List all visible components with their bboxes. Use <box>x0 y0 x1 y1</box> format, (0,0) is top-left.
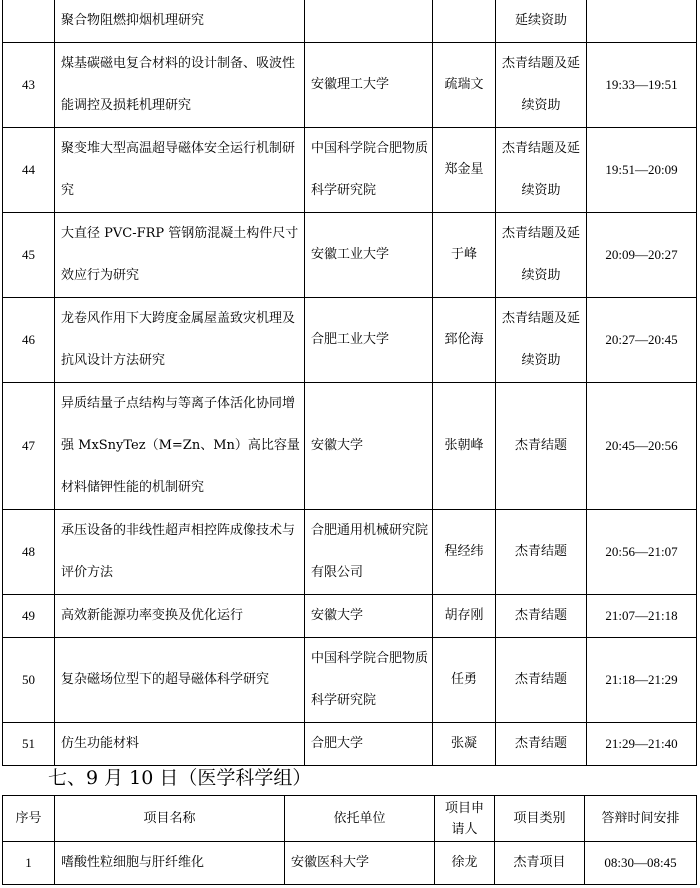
row-unit: 安徽工业大学 <box>305 213 433 298</box>
table-row <box>3 638 697 723</box>
row-applicant: 徐龙 <box>435 842 495 885</box>
row-unit: 合肥工业大学 <box>305 298 433 383</box>
row-category: 杰青结题 <box>496 638 587 723</box>
row-applicant: 程经纬 <box>433 510 496 595</box>
row-applicant: 郑金星 <box>433 128 496 213</box>
row-no: 47 <box>3 383 55 510</box>
row-title: 异质结量子点结构与等离子体活化协同增强 MxSnyTez（M=Zn、Mn）高比容量材料储钾性能的机制研究 <box>55 383 305 510</box>
row-no: 46 <box>3 298 55 383</box>
row-title: 仿生功能材料 <box>55 723 305 766</box>
section-title: 七、9 月 10 日（医学科学组） <box>48 767 312 789</box>
row-time: 21:18—21:29 <box>587 638 697 723</box>
row-category: 杰青结题 <box>496 383 587 510</box>
header-no: 序号 <box>3 796 55 842</box>
row-no: 44 <box>3 128 55 213</box>
row-no: 48 <box>3 510 55 595</box>
row-no: 51 <box>3 723 55 766</box>
row-time <box>587 0 697 43</box>
row-unit: 合肥通用机械研究院有限公司 <box>305 510 433 595</box>
row-title: 嗜酸性粒细胞与肝纤维化 <box>55 842 285 885</box>
row-time: 19:33—19:51 <box>587 43 697 128</box>
row-unit: 中国科学院合肥物质科学研究院 <box>305 128 433 213</box>
row-title: 承压设备的非线性超声相控阵成像技术与评价方法 <box>55 510 305 595</box>
row-unit: 安徽医科大学 <box>285 842 435 885</box>
row-title: 龙卷风作用下大跨度金属屋盖致灾机理及抗风设计方法研究 <box>55 298 305 383</box>
row-unit: 安徽大学 <box>305 595 433 638</box>
row-applicant: 任勇 <box>433 638 496 723</box>
row-category: 杰青项目 <box>495 842 585 885</box>
row-time: 08:30—08:45 <box>585 842 697 885</box>
row-applicant: 于峰 <box>433 213 496 298</box>
table-row <box>3 842 697 885</box>
schedule-table-engineering <box>2 0 697 766</box>
row-unit: 合肥大学 <box>305 723 433 766</box>
row-title: 煤基碳磁电复合材料的设计制备、吸波性能调控及损耗机理研究 <box>55 43 305 128</box>
row-applicant <box>433 0 496 43</box>
row-applicant: 疏瑞文 <box>433 43 496 128</box>
row-title: 聚合物阻燃抑烟机理研究 <box>55 0 305 43</box>
row-applicant: 胡存刚 <box>433 595 496 638</box>
table-row <box>3 595 697 638</box>
row-time: 21:29—21:40 <box>587 723 697 766</box>
row-time: 20:56—21:07 <box>587 510 697 595</box>
row-time: 21:07—21:18 <box>587 595 697 638</box>
row-no: 49 <box>3 595 55 638</box>
row-time: 20:09—20:27 <box>587 213 697 298</box>
row-no: 43 <box>3 43 55 128</box>
row-no: 45 <box>3 213 55 298</box>
row-no: 50 <box>3 638 55 723</box>
row-unit: 安徽大学 <box>305 383 433 510</box>
row-category: 杰青结题及延续资助 <box>496 43 587 128</box>
header-time: 答辩时间安排 <box>585 796 697 842</box>
schedule-table-medical <box>2 795 697 885</box>
table-row <box>3 43 697 128</box>
header-category: 项目类别 <box>495 796 585 842</box>
row-time: 20:45—20:56 <box>587 383 697 510</box>
row-category: 延续资助 <box>496 0 587 43</box>
row-title: 大直径 PVC-FRP 管钢筋混凝土构件尺寸效应行为研究 <box>55 213 305 298</box>
row-applicant: 张凝 <box>433 723 496 766</box>
row-title: 聚变堆大型高温超导磁体安全运行机制研究 <box>55 128 305 213</box>
row-no <box>3 0 55 43</box>
row-category: 杰青结题及延续资助 <box>496 298 587 383</box>
table-row <box>3 213 697 298</box>
row-no: 1 <box>3 842 55 885</box>
header-unit: 依托单位 <box>285 796 435 842</box>
table-row <box>3 298 697 383</box>
row-category: 杰青结题 <box>496 723 587 766</box>
table-header-row <box>3 796 697 842</box>
row-unit <box>305 0 433 43</box>
row-unit: 安徽理工大学 <box>305 43 433 128</box>
row-category: 杰青结题 <box>496 595 587 638</box>
row-time: 19:51—20:09 <box>587 128 697 213</box>
table-row <box>3 383 697 510</box>
row-applicant: 郅伦海 <box>433 298 496 383</box>
row-title: 复杂磁场位型下的超导磁体科学研究 <box>55 638 305 723</box>
table-row <box>3 128 697 213</box>
row-category: 杰青结题及延续资助 <box>496 128 587 213</box>
row-title: 高效新能源功率变换及优化运行 <box>55 595 305 638</box>
table-row <box>3 510 697 595</box>
row-category: 杰青结题及延续资助 <box>496 213 587 298</box>
row-time: 20:27—20:45 <box>587 298 697 383</box>
header-applicant: 项目申请人 <box>435 796 495 842</box>
header-title: 项目名称 <box>55 796 285 842</box>
row-applicant: 张朝峰 <box>433 383 496 510</box>
table-row <box>3 0 697 43</box>
row-unit: 中国科学院合肥物质科学研究院 <box>305 638 433 723</box>
table-row <box>3 723 697 766</box>
row-category: 杰青结题 <box>496 510 587 595</box>
